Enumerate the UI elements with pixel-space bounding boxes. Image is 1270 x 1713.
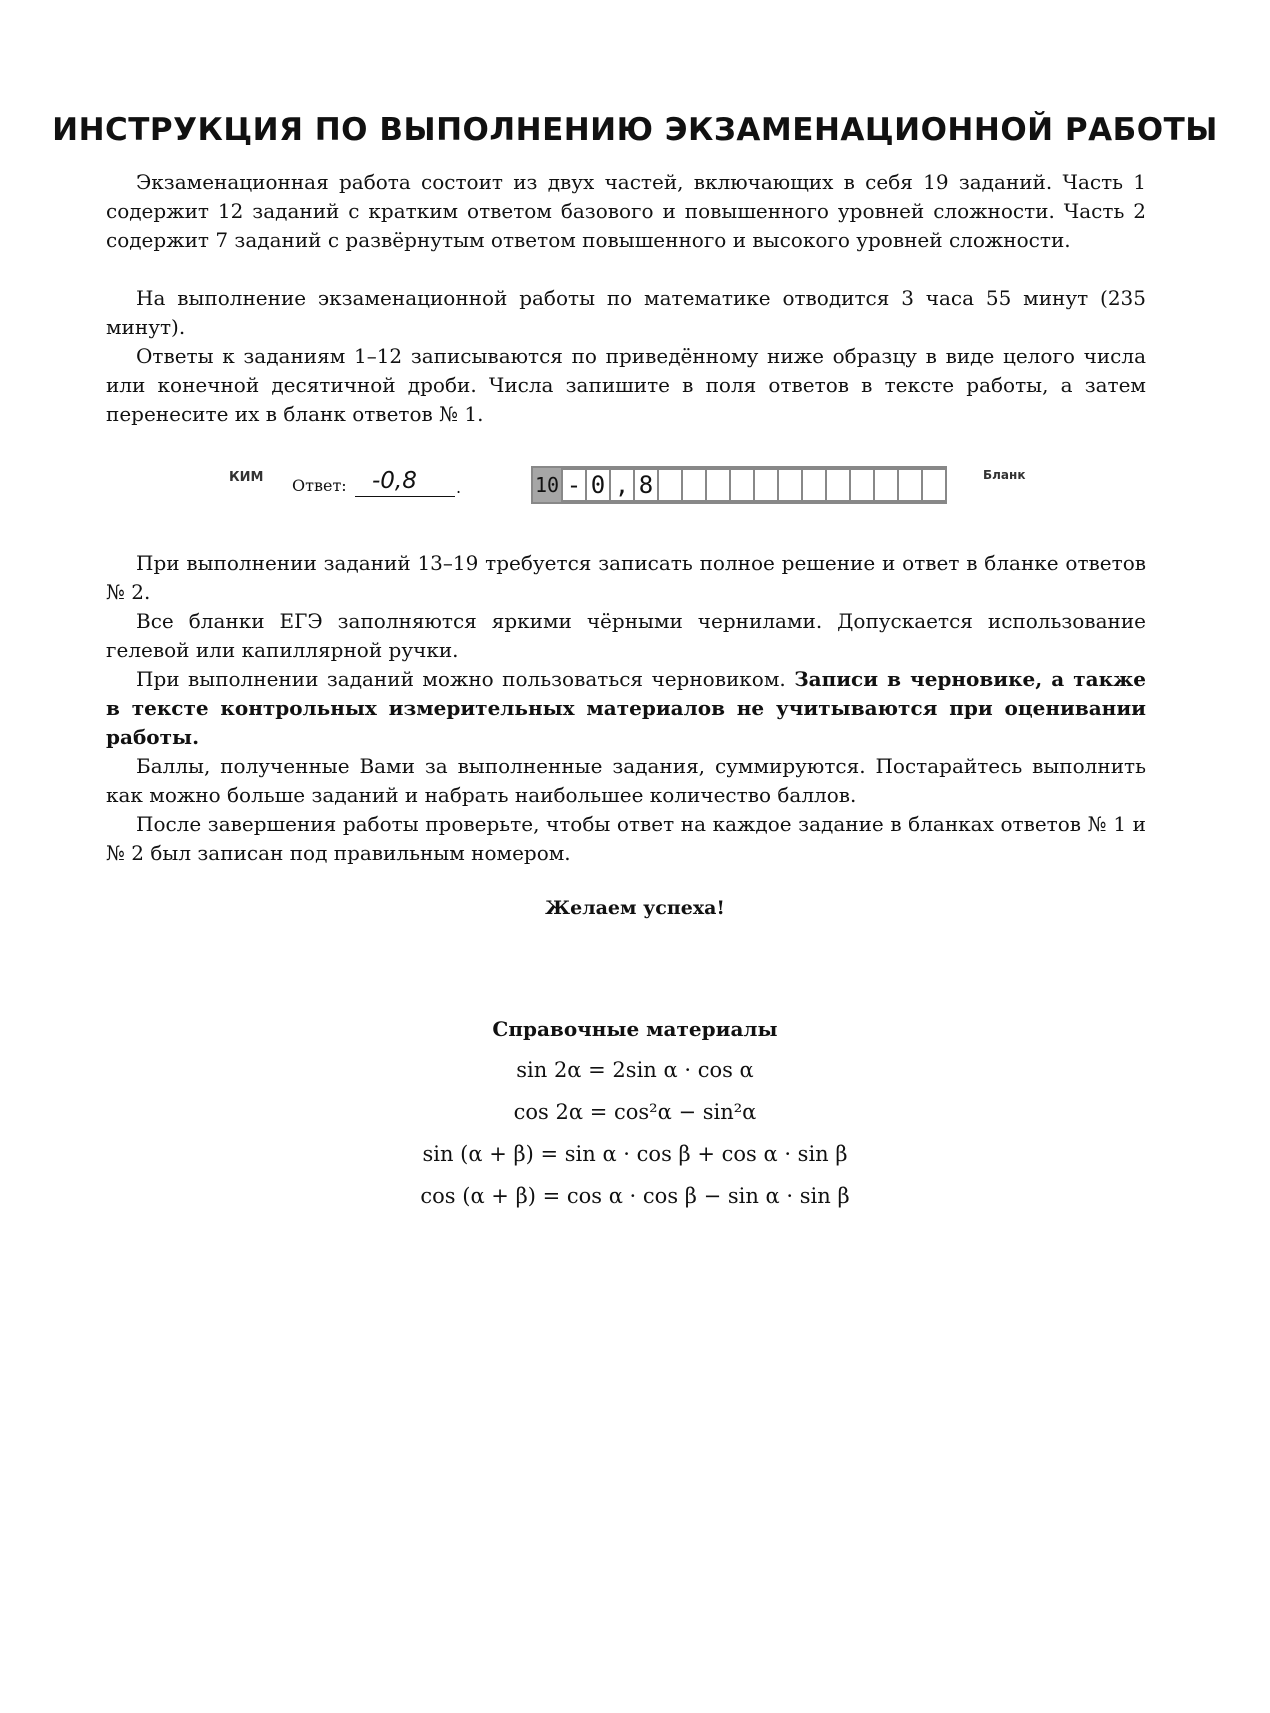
paragraph-duration: На выполнение экзаменационной работы по математике отводится 3 часа 55 минут (235 минут).: [106, 286, 1146, 339]
blank-cell: ,: [611, 470, 633, 500]
answer-label: Ответ:: [292, 476, 347, 495]
blank-cell: [851, 470, 873, 500]
draft-plain-text: При выполнении заданий можно пользоваться черновиком.: [136, 667, 795, 691]
page-title: ИНСТРУКЦИЯ ПО ВЫПОЛНЕНИЮ ЭКЗАМЕНАЦИОННОЙ РАБОТЫ: [52, 112, 1218, 148]
formula-cos-sum: cos (α + β) = cos α · cos β − sin α · sin β: [420, 1184, 850, 1208]
blank-cell: [707, 470, 729, 500]
blank-cell: [803, 470, 825, 500]
answer-dot: .: [456, 478, 462, 497]
blank-cell: -: [563, 470, 585, 500]
blank-cell: [899, 470, 921, 500]
blank-cell: 8: [635, 470, 657, 500]
paragraph-check: После завершения работы проверьте, чтобы ответ на каждое задание в бланках ответов № 1 и № 2 был записан под правильным номером.: [106, 812, 1146, 865]
blank-cell: 0: [587, 470, 609, 500]
blank-cell: [779, 470, 801, 500]
paragraph-draft: [106, 665, 1146, 752]
blank-cell: [827, 470, 849, 500]
blank-cell: [923, 470, 945, 500]
good-luck-text: Желаем успеха!: [545, 897, 725, 919]
answer-blank-cells: [531, 466, 947, 504]
paragraph-scoring: Баллы, полученные Вами за выполненные задания, суммируются. Постарайтесь выполнить как можно больше заданий и набрать наибольшее количество баллов.: [106, 754, 1146, 807]
answer-value: -0,8: [372, 468, 417, 494]
blank-cell: [755, 470, 777, 500]
blank-label: Бланк: [983, 468, 1026, 482]
paragraph-structure: Экзаменационная работа состоит из двух частей, включающих в себя 19 заданий. Часть 1 содержит 12 заданий с кратким ответом базового и повышенного уровней сложности. Часть 2 содержит 7 заданий с развёрнутым ответом повышенного и высокого уровней сложности.: [106, 170, 1146, 252]
blank-cell: [875, 470, 897, 500]
answer-underline: [355, 496, 455, 497]
blank-cell: [731, 470, 753, 500]
blank-cell: [683, 470, 705, 500]
blank-cell: [659, 470, 681, 500]
formula-sin-sum: sin (α + β) = sin α · cos β + cos α · sin β: [422, 1142, 848, 1166]
formula-sin-double: sin 2α = 2sin α · cos α: [516, 1058, 754, 1082]
paragraph-answer-format: Ответы к заданиям 1–12 записываются по приведённому ниже образцу в виде целого числа или конечной десятичной дроби. Числа запишите в поля ответов в тексте работы, а затем перенесите их в бланк ответов № 1.: [106, 344, 1146, 426]
sample-answer-row: [0, 462, 1270, 522]
task-number-box: 10: [533, 468, 561, 502]
formula-cos-double: cos 2α = cos²α − sin²α: [513, 1100, 757, 1124]
paragraph-ink: Все бланки ЕГЭ заполняются яркими чёрными чернилами. Допускается использование гелевой или капиллярной ручки.: [106, 609, 1146, 662]
draft-bold-text: Записи в черновике, а также в тексте контрольных измерительных материалов не учитываются при оценивании работы.: [106, 667, 1147, 749]
reference-title: Справочные материалы: [492, 1017, 778, 1041]
paragraph-part2: При выполнении заданий 13–19 требуется записать полное решение и ответ в бланке ответов № 2.: [106, 551, 1146, 604]
kim-label: КИМ: [229, 470, 264, 485]
